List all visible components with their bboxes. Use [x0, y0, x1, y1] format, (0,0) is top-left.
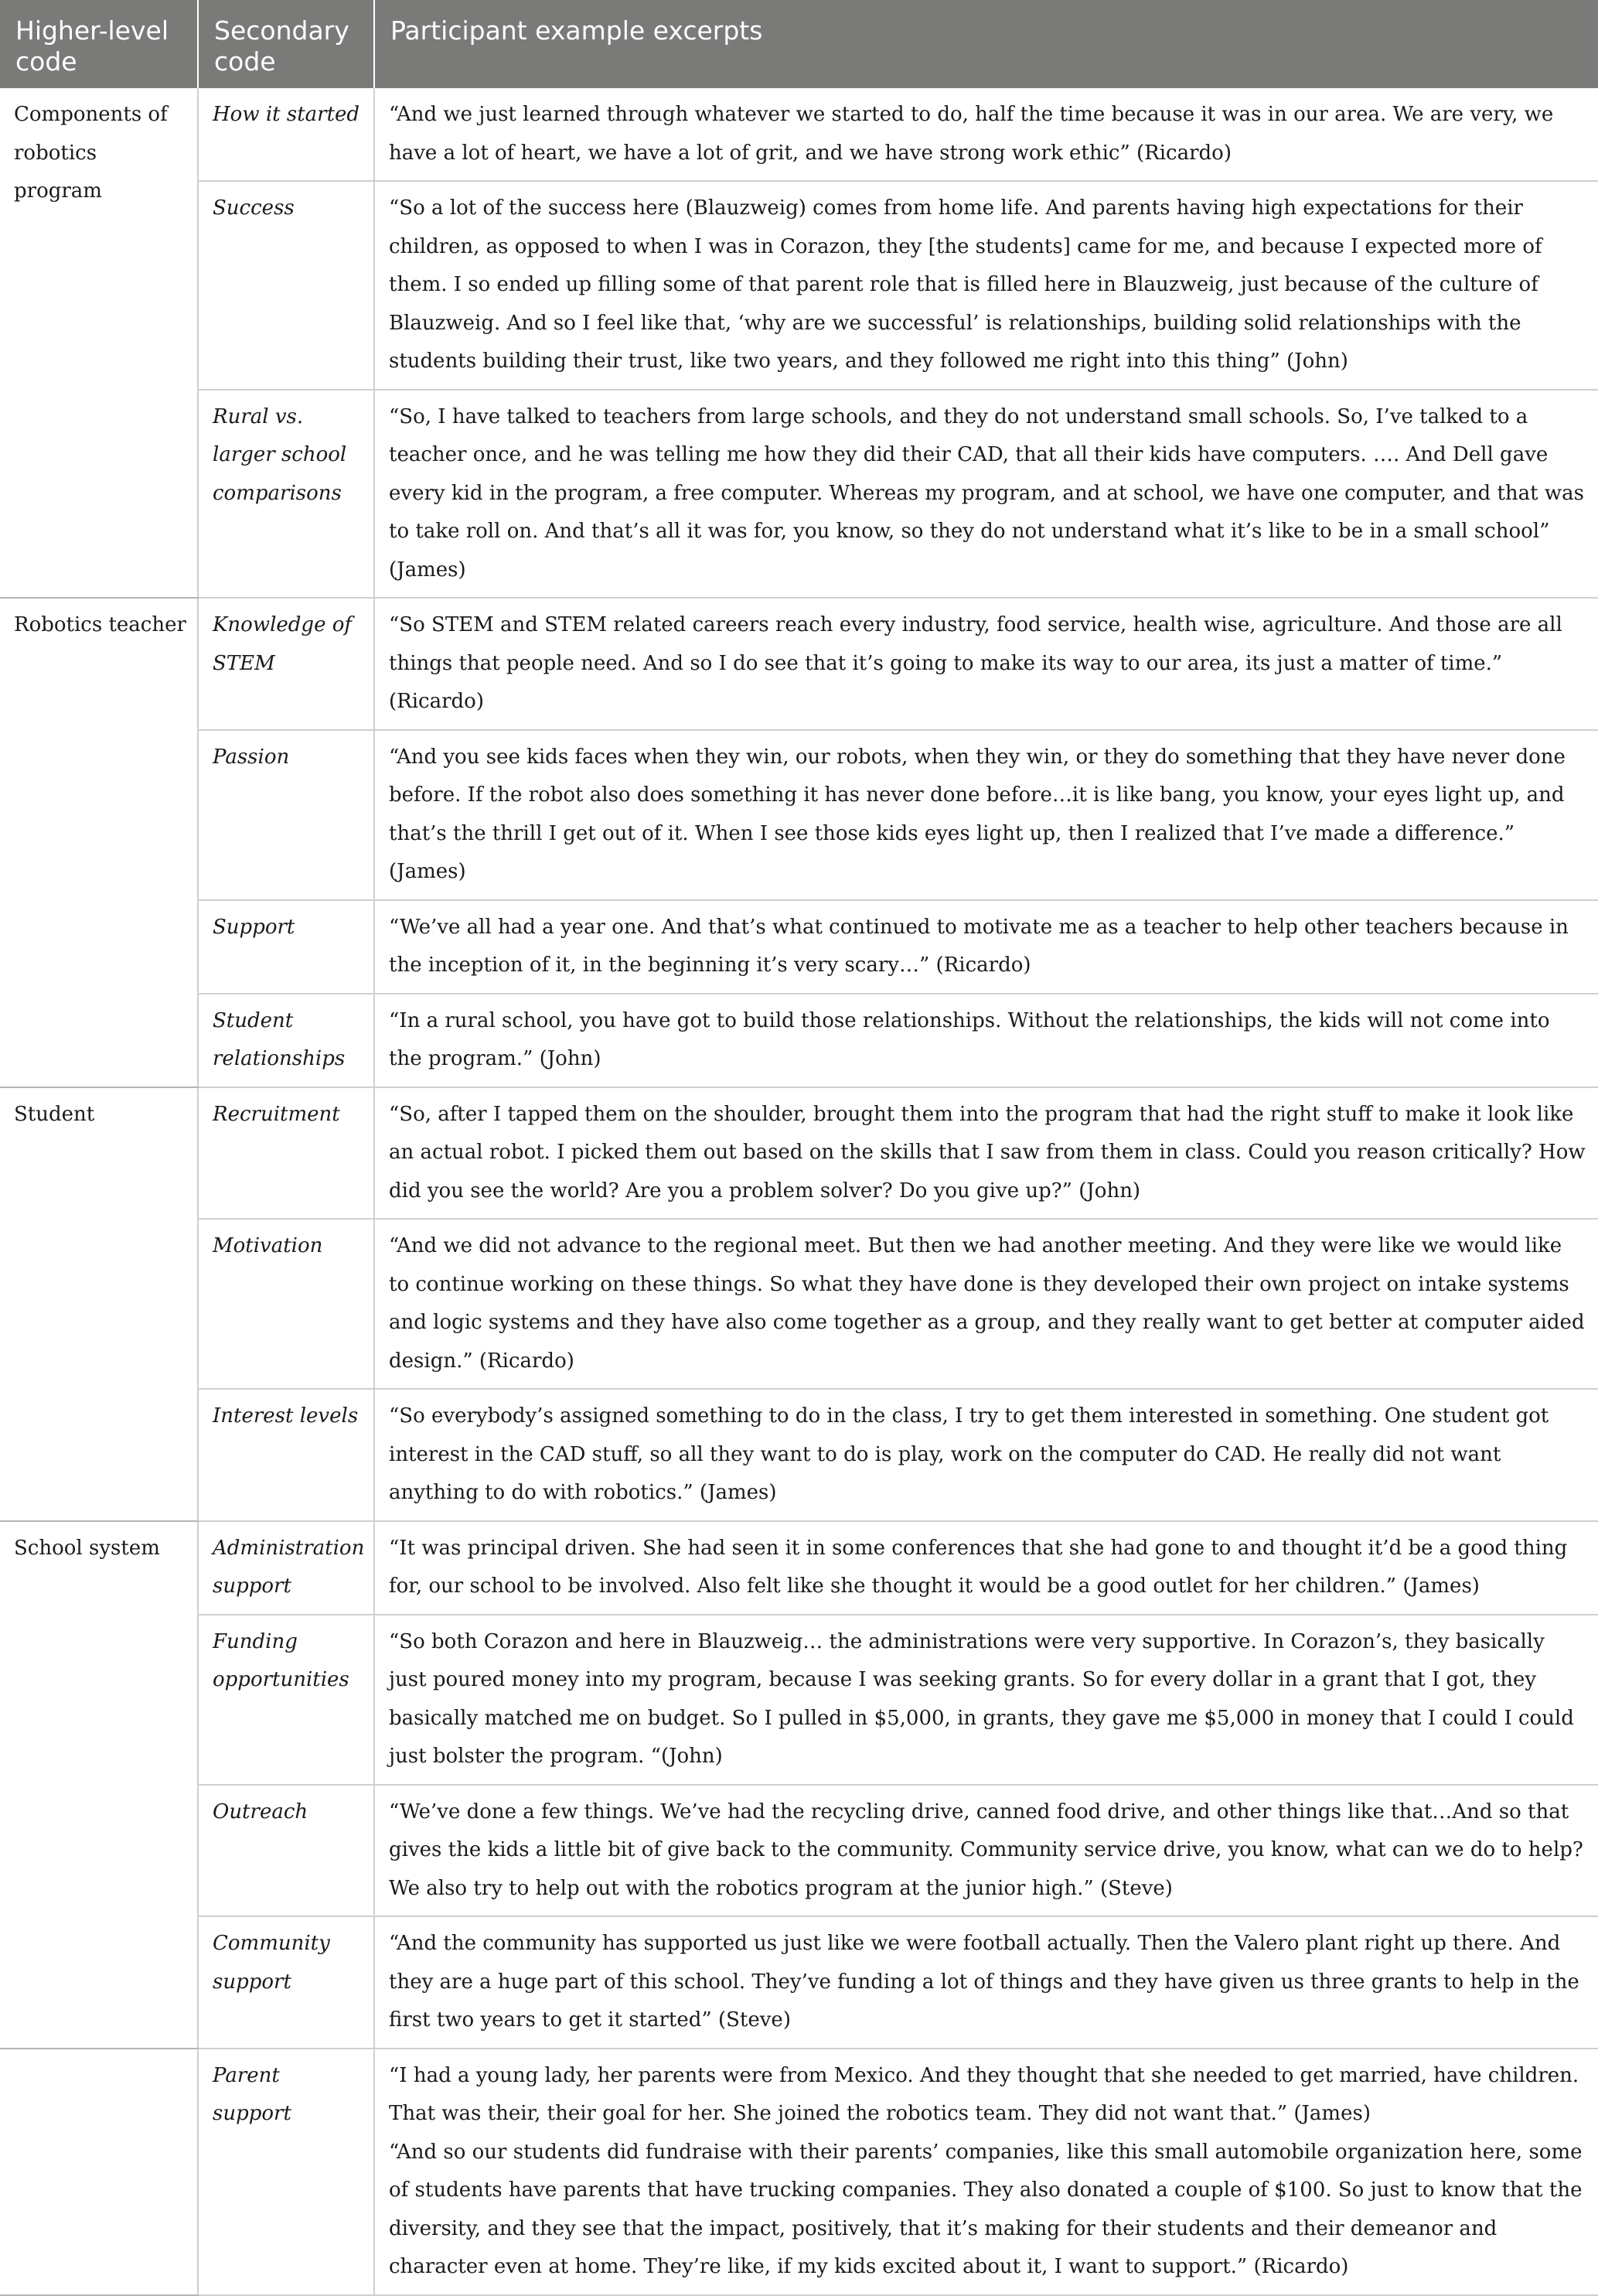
secondary-code-cell: Administration support — [198, 1521, 374, 1615]
excerpt-cell — [374, 1615, 1598, 1785]
header-excerpts: Participant example excerpts — [374, 0, 1598, 88]
table-row — [0, 900, 1598, 994]
table-row — [0, 2049, 1598, 2295]
table-row — [0, 730, 1598, 900]
excerpt-quote: “I had a young lady, her parents were from Mexico. And they thought that she needed to get married, have children. That was their, their goal for her. She joined the robotics team. They did not want that.” (James) — [389, 2063, 1579, 2125]
excerpt-quote: “So, I have talked to teachers from large schools, and they do not understand small schools. So, I’ve talked to a teacher once, and he was telling me how they did their CAD, that all their kids have computers. …. And Dell gave every kid in the program, a free computer. Whereas my program, and at school, we have one computer, and that was to take roll on. And that’s all it was for, you know, so they do not understand what it’s like to be in a small school” (James) — [389, 404, 1584, 582]
higher-level-code-cell: School system — [0, 1521, 198, 2049]
excerpt-quote: “We’ve all had a year one. And that’s what continued to motivate me as a teacher to help other teachers because in the inception of it, in the beginning it’s very scary…” (Ricardo) — [389, 915, 1569, 977]
table-row — [0, 1389, 1598, 1521]
table-row — [0, 1087, 1598, 1220]
excerpt-quote: “And so our students did fundraise with their parents’ companies, like this small automobile organization here, some of students have parents that have trucking companies. They also donated a couple of $100. So just to know that the diversity, and they see that the impact, positively, that it’s making for their students and their demeanor and character even at home. They’re like, if my kids excited about it, I want to support.” (Ricardo) — [389, 2140, 1583, 2278]
excerpt-cell — [374, 1916, 1598, 2049]
excerpt-cell — [374, 390, 1598, 599]
excerpt-quote: “So, after I tapped them on the shoulder, brought them into the program that had the right stuff to make it look like an actual robot. I picked them out based on the skills that I saw from them in class. Could you reason critically? How did you see the world? Are you a problem solver? Do you give up?” (John) — [389, 1102, 1586, 1203]
table-row — [0, 598, 1598, 730]
excerpt-quote: “And the community has supported us just like we were football actually. Then the Valero plant right up there. And they are a huge part of this school. They’ve funding a lot of things and they have given us three grants to help in the first two years to get it started” (Steve) — [389, 1932, 1579, 2032]
secondary-code-cell: Outreach — [198, 1785, 374, 1917]
excerpt-cell — [374, 88, 1598, 181]
secondary-code-cell: Recruitment — [198, 1087, 374, 1220]
secondary-code-cell: Community support — [198, 1916, 374, 2049]
excerpt-quote: “And we just learned through whatever we started to do, half the time because it was in our area. We are very, we have a lot of heart, we have a lot of grit, and we have strong work ethic” (Ricardo) — [389, 103, 1554, 165]
higher-level-code-cell: Components of robotics program — [0, 88, 198, 598]
excerpt-quote: “In a rural school, you have got to build those relationships. Without the relationships, the kids will not come into the program.” (John) — [389, 1008, 1550, 1070]
excerpt-quote: “And we did not advance to the regional meet. But then we had another meeting. And they were like we would like to continue working on these things. So what they have done is they developed their own project on intake systems and logic systems and they have also come together as a group, and they really want to get better at computer aided design.” (Ricardo) — [389, 1234, 1585, 1373]
excerpt-cell — [374, 2049, 1598, 2295]
excerpt-quote: “So a lot of the success here (Blauzweig) comes from home life. And parents having high expectations for their children, as opposed to when I was in Corazon, they [the students] came for me, and because I expected more of them. I so ended up filling some of that parent role that is filled here in Blauzweig, just because of the culture of Blauzweig. And so I feel like that, ‘why are we successful’ is relationships, building solid relationships with the students building their trust, like two years, and they followed me right into this thing” (John) — [389, 196, 1542, 373]
excerpt-cell — [374, 181, 1598, 390]
excerpt-quote: “So STEM and STEM related careers reach every industry, food service, health wise, agriculture. And those are all things that people need. And so I do see that it’s going to make its way to our area, its just a matter of time.” (Ricardo) — [389, 613, 1562, 713]
higher-level-code-cell — [0, 2049, 198, 2295]
excerpt-cell — [374, 730, 1598, 900]
excerpt-cell — [374, 1785, 1598, 1917]
table-row — [0, 1916, 1598, 2049]
secondary-code-cell: Support — [198, 900, 374, 994]
header-row — [0, 0, 1598, 88]
header-higher-level: Higher-level code — [0, 0, 198, 88]
secondary-code-cell: Success — [198, 181, 374, 390]
excerpt-cell — [374, 1521, 1598, 1615]
table-row — [0, 1219, 1598, 1389]
excerpt-quote: “And you see kids faces when they win, our robots, when they win, or they do something that they have never done before. If the robot also does something it has never done before…it is like bang, you know, your eyes light up, and that’s the thrill I get out of it. When I see those kids eyes light up, then I realized that I’ve made a difference.” (James) — [389, 745, 1566, 883]
secondary-code-cell: Knowledge of STEM — [198, 598, 374, 730]
secondary-code-cell: How it started — [198, 88, 374, 181]
header-secondary: Secondary code — [198, 0, 374, 88]
secondary-code-cell: Passion — [198, 730, 374, 900]
secondary-code-cell: Rural vs. larger school comparisons — [198, 390, 374, 599]
secondary-code-cell: Interest levels — [198, 1389, 374, 1521]
table-body — [0, 88, 1598, 2295]
excerpt-cell — [374, 1219, 1598, 1389]
secondary-code-cell: Parent support — [198, 2049, 374, 2295]
secondary-code-cell: Motivation — [198, 1219, 374, 1389]
excerpt-cell — [374, 900, 1598, 994]
higher-level-code-cell: Robotics teacher — [0, 598, 198, 1087]
table-row — [0, 1521, 1598, 1615]
excerpt-quote: “So everybody’s assigned something to do in the class, I try to get them interested in something. One student got interest in the CAD stuff, so all they want to do is play, work on the computer do CAD. He really did not want anything to do with robotics.” (James) — [389, 1404, 1549, 1504]
excerpt-cell — [374, 994, 1598, 1087]
secondary-code-cell: Student relationships — [198, 994, 374, 1087]
table-row — [0, 1615, 1598, 1785]
table-row — [0, 1785, 1598, 1917]
excerpt-cell — [374, 1389, 1598, 1521]
excerpt-quote: “It was principal driven. She had seen it in some conferences that she had gone to and thought it’d be a good thing for, our school to be involved. Also felt like she thought it would be a good outlet for her children.” (James) — [389, 1536, 1568, 1598]
table-row — [0, 181, 1598, 390]
table-row — [0, 88, 1598, 181]
excerpt-quote: “So both Corazon and here in Blauzweig… the administrations were very supportive. In Corazon’s, they basically just poured money into my program, because I was seeking grants. So for every dollar in a grant that I got, they basically matched me on budget. So I pulled in $5,000, in grants, they gave me $5,000 in money that I could I could just bolster the program. “(John) — [389, 1629, 1574, 1768]
secondary-code-cell: Funding opportunities — [198, 1615, 374, 1785]
excerpt-cell — [374, 1087, 1598, 1220]
excerpt-quote: “We’ve done a few things. We’ve had the recycling drive, canned food drive, and other things like that…And so that gives the kids a little bit of give back to the community. Community service drive, you know, what can we do to help? We also try to help out with the robotics program at the junior high.” (Steve) — [389, 1800, 1583, 1900]
higher-level-code-cell: Student — [0, 1087, 198, 1521]
table-row — [0, 390, 1598, 599]
table-row — [0, 994, 1598, 1087]
excerpt-cell — [374, 598, 1598, 730]
